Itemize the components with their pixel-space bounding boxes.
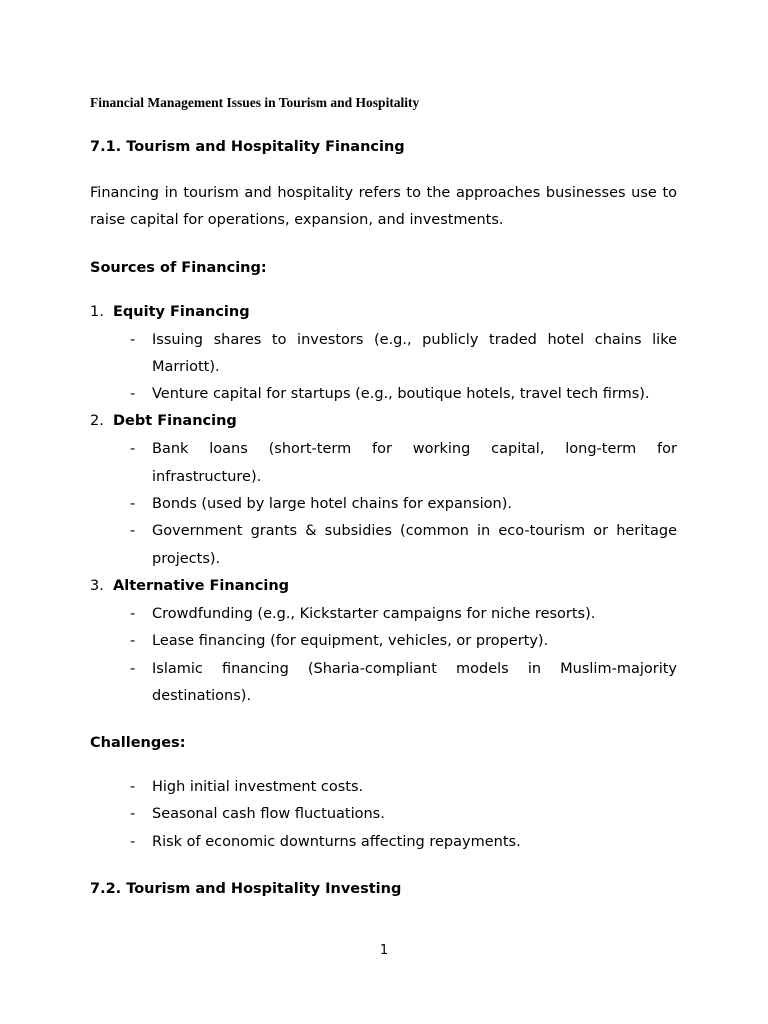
bullet-text: Venture capital for startups (e.g., boutique hotels, travel tech firms). [152,386,650,403]
bullet-text: Issuing shares to investors (e.g., publicly traded hotel chains like Marriott). [152,331,677,375]
bullet-marker: - [130,386,136,403]
source-item-alternative [90,575,677,597]
bullet-text: High initial investment costs. [152,779,364,796]
list-number: 2. [90,413,104,430]
running-header: Financial Management Issues in Tourism and Hospitality [90,95,420,110]
list-item [90,327,677,382]
bullet-marker: - [130,441,136,458]
sources-list [90,301,677,711]
list-number: 1. [90,303,104,320]
bullet-text: Government grants & subsidies (common in eco-tourism or heritage projects). [152,523,677,567]
list-item [90,628,677,655]
list-item [90,829,677,856]
bullet-marker: - [130,806,136,823]
list-item [90,801,677,828]
intro-paragraph: Financing in tourism and hospitality refers to the approaches businesses use to raise capital for operations, expansion, and investments. [90,185,677,229]
bullet-text: Bonds (used by large hotel chains for expansion). [152,496,512,513]
bullet-text: Bank loans (short-term for working capital, long-term for infrastructure). [152,441,677,485]
bullet-text: Seasonal cash flow fluctuations. [152,806,385,823]
bullet-list [90,601,677,710]
list-item [90,656,677,711]
challenges-list [90,774,677,856]
page-content [90,136,677,900]
bullet-marker: - [130,833,136,850]
sources-heading: Sources of Financing: [90,259,267,276]
source-title: Alternative Financing [113,577,290,594]
source-item-equity [90,301,677,323]
bullet-list [90,327,677,409]
list-number: 3. [90,577,104,594]
source-item-debt [90,410,677,432]
section-title: 7.1. Tourism and Hospitality Financing [90,139,405,155]
bullet-text: Crowdfunding (e.g., Kickstarter campaigns for niche resorts). [152,605,596,622]
list-item [90,601,677,628]
bullet-marker: - [130,633,136,650]
bullet-list [90,436,677,572]
section-title: 7.2. Tourism and Hospitality Investing [90,881,402,898]
list-item [90,518,677,573]
challenges-heading: Challenges: [90,735,186,752]
source-title: Equity Financing [113,303,250,320]
page-number: 1 [379,943,389,958]
bullet-marker: - [130,523,136,540]
bullet-marker: - [130,660,136,677]
list-item [90,774,677,801]
bullet-marker: - [130,331,136,348]
source-title: Debt Financing [113,413,237,430]
bullet-marker: - [130,496,136,513]
list-item [90,381,677,408]
bullet-marker: - [130,779,136,796]
bullet-text: Risk of economic downturns affecting repayments. [152,833,521,850]
bullet-text: Lease financing (for equipment, vehicles, or property). [152,633,549,650]
bullet-marker: - [130,605,136,622]
list-item [90,491,677,518]
list-item [90,436,677,491]
bullet-text: Islamic financing (Sharia-compliant models in Muslim-majority destinations). [152,660,677,704]
